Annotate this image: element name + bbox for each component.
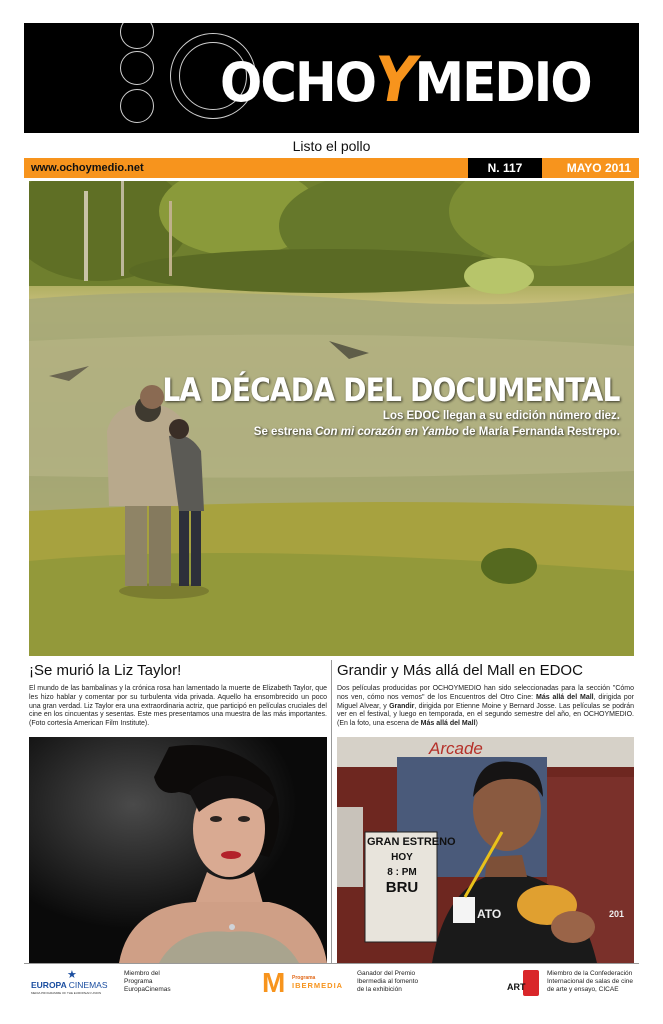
- ibermedia-text: Ganador del Premio Ibermedia al fomento de la exhibición: [357, 970, 419, 993]
- column-divider: [331, 660, 332, 963]
- issue-date: MAYO 2011: [566, 161, 631, 175]
- film-title: Más allá del Mall: [536, 693, 594, 701]
- star-icon: ★: [67, 969, 77, 981]
- article-right-title[interactable]: Grandir y Más allá del Mall en EDOC: [337, 662, 583, 679]
- article-right-body: Dos películas producidas por OCHOYMEDIO han sido seleccionadas para la sección "Cómo nos ven, cómo nos vemos" de los Encuentros del Otro Cine: Más allá del Mall, dirigida por Miguel Alvear, y Grandir, dirigida por Etienne Moine y Bernard Josse. Las películas se podrán ver en el festival, y luego en temporada, en el segundo semestre del año, en OCHOYMEDIO. (En la foto, una escena de Más allá del Mall): [337, 685, 634, 728]
- logo-text-ocho: OCHO: [220, 51, 376, 114]
- shirt-print: ATO: [477, 907, 502, 921]
- film-title: Más allá del Mall: [420, 720, 476, 728]
- ibermedia-logo[interactable]: M Programa IBERMEDIA: [262, 967, 344, 998]
- europa-cinemas-text: Miembro del Programa EuropaCinemas: [124, 970, 171, 993]
- liz-taylor-photo: [29, 737, 327, 963]
- info-bar: [24, 158, 639, 178]
- cicae-logo[interactable]: ART: [505, 970, 541, 1000]
- ochoymedio-logo[interactable]: [220, 45, 591, 115]
- website-link[interactable]: www.ochoymedio.net: [31, 162, 144, 174]
- cover-deck-line-2: Se estrena Con mi corazón en Yambo de María Fernanda Restrepo.: [253, 426, 620, 438]
- article-left-title[interactable]: ¡Se murió la Liz Taylor!: [29, 662, 182, 679]
- arcade-sign: Arcade: [429, 739, 483, 758]
- footer-divider: [24, 963, 639, 964]
- masthead: [24, 23, 639, 133]
- cicae-text: Miembro de la Confederación Internacional de salas de cine de arte y ensayo, CICAE: [547, 970, 634, 993]
- portrait-illustration: [29, 737, 327, 963]
- estreno-sign: GRAN ESTRENO HOY 8 : PM BRU: [367, 836, 456, 896]
- film-title: Con mi corazón en Yambo: [315, 426, 459, 438]
- shirt-sleeve-print: 201: [609, 909, 625, 919]
- ibermedia-mark-icon: M: [262, 967, 286, 998]
- mas-alla-del-mall-photo: [337, 737, 634, 963]
- cover-deck-line-1: Los EDOC llegan a su edición número diez.: [382, 410, 620, 422]
- decorative-ring: [120, 51, 154, 85]
- logo-text-y: Y: [375, 43, 415, 116]
- europa-cinemas-logo[interactable]: ★ EUROPA CINEMAS MEDIA PROGRAMME OF THE EUROPEAN UNION: [31, 969, 108, 995]
- logo-text-medio: MEDIO: [414, 51, 591, 114]
- decorative-ring: [120, 89, 154, 123]
- issue-number: N. 117: [468, 158, 542, 178]
- tagline: Listo el pollo: [292, 138, 371, 154]
- cover-photo: [29, 181, 634, 656]
- decorative-ring: [120, 23, 154, 49]
- film-title: Grandir: [389, 702, 415, 710]
- article-left-body: El mundo de las bambalinas y la crónica rosa han lamentado la muerte de Elizabeth Taylor, que les hizo hablar y comentar por su turbulenta vida privada. Aquello ha ensombrecido un poco una gran verdad. Liz Taylor era una extraordinaria actriz, que participó en películas cruciales del cine en los cincuentas y sesentas. Este mes presentamos una muestra de las más importantes. (Foto cortesía American Film Institute).: [29, 685, 327, 728]
- cover-deck: [254, 408, 620, 440]
- cover-headline[interactable]: LA DÉCADA DEL DOCUMENTAL: [162, 371, 620, 409]
